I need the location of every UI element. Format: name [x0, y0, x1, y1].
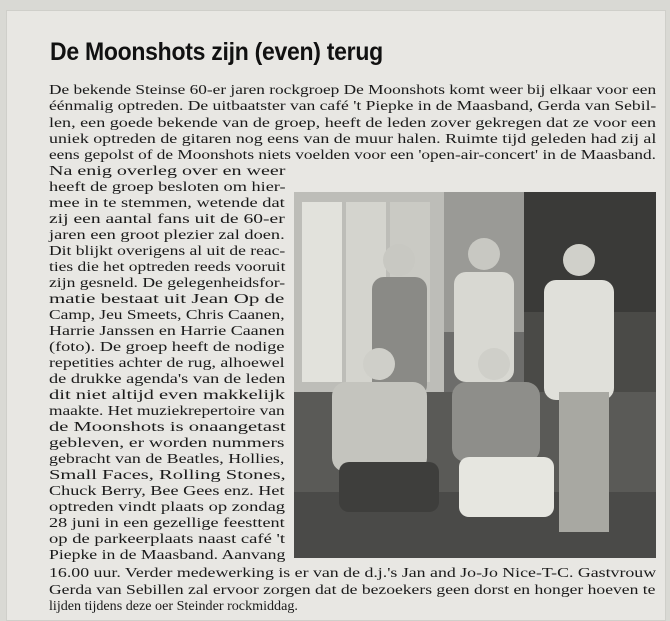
article-body-line: repetities achter de rug, alhoewel	[49, 355, 285, 371]
article-body-line: gebracht van de Beatles, Hollies,	[49, 451, 285, 467]
article-body-line: op de parkeerplaats naast café 't	[49, 531, 286, 547]
article-headline: De Moonshots zijn (even) terug	[50, 38, 383, 66]
article-body-line: maakte. Het muziekrepertoire van	[49, 403, 285, 419]
article-body-line: 16.00 uur. Verder medewerking is er van de d.j.'s Jan and Jo-Jo Nice-T-C. Gastvrouw	[49, 565, 657, 581]
article-body-line: Na enig overleg over en weer	[49, 163, 286, 179]
article-body-line: Gerda van Sebillen zal ervoor zorgen dat de bezoekers geen dorst en honger hoeven te	[49, 581, 656, 598]
article-body-line: gebleven, er worden nummers	[49, 435, 285, 451]
article-body-line: len, een goede bekende van de groep, heeft de leden zover gekregen dat ze voor een	[49, 114, 657, 131]
article-body-line: 28 juni in een gezellige feesttent	[49, 515, 285, 531]
article-body-line: Camp, Jeu Smeets, Chris Caanen,	[49, 307, 285, 323]
article-body-line: Piepke in de Maasband. Aanvang	[49, 547, 286, 563]
article-body-line: zijn gesneld. De gelegenheidsfor-	[49, 275, 286, 291]
article-body-line: Chuck Berry, Bee Gees enz. Het	[49, 483, 285, 499]
article-body-line: heeft de groep besloten om hier-	[49, 179, 286, 195]
article-body-line: Harrie Janssen en Harrie Caanen	[49, 323, 285, 339]
article-body-line: eens gepolst of de Moonshots niets voelden voor een 'open-air-concert' in de Maasband.	[49, 147, 656, 164]
article-body-line: Dit blijkt overigens al uit de reac-	[49, 243, 286, 259]
article-body-line: (foto). De groep heeft de nodige	[49, 339, 285, 355]
article-body-line: matie bestaat uit Jean Op de	[49, 291, 285, 307]
article-body-line: de Moonshots is onaangetast	[49, 419, 286, 435]
article-body-line: dit niet altijd even makkelijk	[49, 387, 286, 403]
article-body-line: zij een aantal fans uit de 60-er	[49, 211, 285, 227]
article-body-line: mee in te stemmen, wetende dat	[49, 195, 285, 211]
article-body-line: éénmalig optreden. De uitbaatster van café 't Piepke in de Maasband, Gerda van Sebil-	[49, 98, 657, 115]
article-body-line: Small Faces, Rolling Stones,	[49, 467, 286, 483]
band-photo	[294, 192, 656, 558]
article-body-line: uniek optreden de gitaren nog eens van de muur halen. Ruimte tijd geleden had zij al	[49, 130, 657, 147]
article-body-line: ties die het optreden reeds vooruit	[49, 259, 286, 275]
article-body-line: jaren een groot plezier zal doen.	[49, 227, 285, 243]
article-body-line: optreden vindt plaats op zondag	[49, 499, 286, 515]
article-body-line: de drukke agenda's van de leden	[49, 371, 286, 387]
article-body-line: lijden tijdens deze oer Steinder rockmiddag.	[49, 598, 298, 614]
article-body-line: De bekende Steinse 60-er jaren rockgroep De Moonshots komt weer bij elkaar voor een	[49, 82, 657, 98]
